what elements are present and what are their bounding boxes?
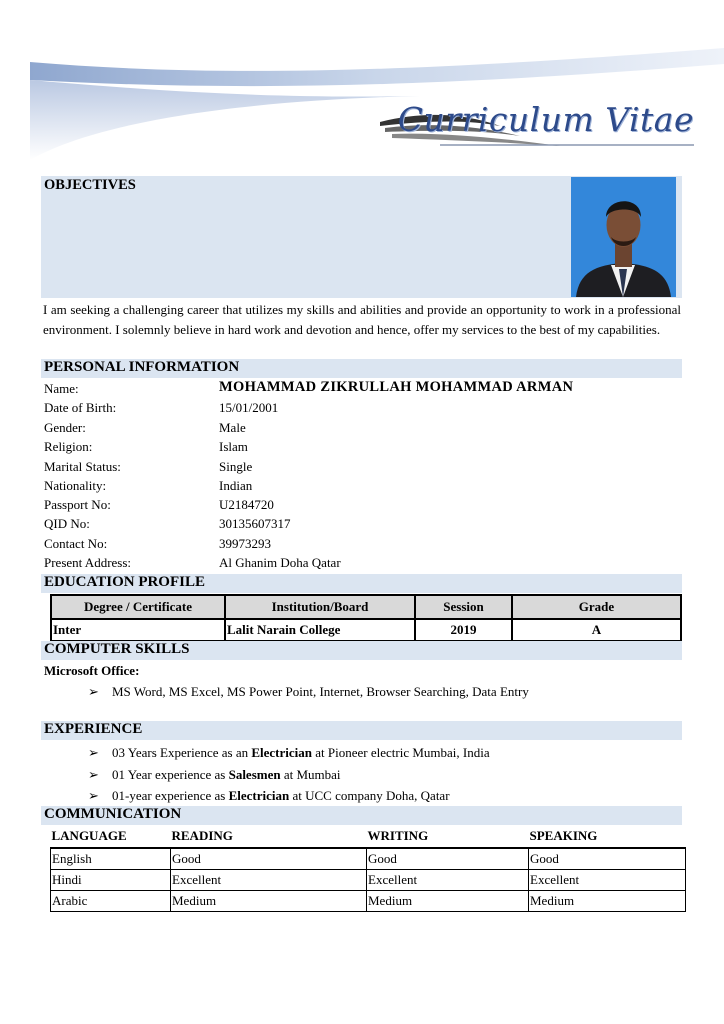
info-value: Indian [219, 478, 253, 493]
table-header-row [51, 825, 686, 848]
experience-text: at UCC company Doha, Qatar [289, 788, 450, 803]
communication-heading: COMMUNICATION [44, 806, 182, 822]
table-header-cell: Degree / Certificate [51, 595, 225, 619]
profile-photo [571, 177, 676, 297]
table-cell: Arabic [51, 891, 171, 912]
table-cell: Excellent [529, 870, 686, 891]
experience-text: at Mumbai [280, 767, 341, 782]
experience-role: Electrician [251, 745, 312, 760]
objectives-heading: OBJECTIVES [44, 177, 136, 193]
info-value: MOHAMMAD ZIKRULLAH MOHAMMAD ARMAN [219, 379, 574, 395]
list-item [88, 767, 341, 783]
education-table [50, 594, 682, 642]
table-cell: Good [529, 848, 686, 870]
person-photo-icon [571, 177, 676, 297]
table-row [51, 870, 686, 891]
header-swoosh-graphic [0, 0, 724, 165]
info-value: U2184720 [219, 497, 274, 512]
info-label: Marital Status: [44, 459, 121, 474]
table-cell: 2019 [415, 619, 512, 641]
table-cell: Medium [171, 891, 367, 912]
computer-heading: COMPUTER SKILLS [44, 641, 190, 657]
info-value: Al Ghanim Doha Qatar [219, 555, 341, 570]
arrow-bullet-icon: ➢ [88, 767, 99, 782]
table-header-cell: Grade [512, 595, 681, 619]
microsoft-office-label: Microsoft Office: [44, 663, 140, 678]
info-value: Male [219, 420, 246, 435]
experience-text: 01 Year experience as [112, 767, 229, 782]
table-header-cell: Session [415, 595, 512, 619]
experience-role: Electrician [228, 788, 290, 803]
info-label: Name: [44, 381, 79, 396]
table-cell: Lalit Narain College [225, 619, 415, 641]
table-header-row [51, 595, 681, 619]
arrow-bullet-icon: ➢ [88, 788, 99, 803]
experience-text: 03 Years Experience as an [112, 745, 252, 760]
table-header-cell: LANGUAGE [51, 825, 171, 848]
info-label: Religion: [44, 439, 93, 454]
header-banner [0, 0, 724, 165]
list-item [88, 788, 450, 804]
info-value: 39973293 [219, 536, 271, 551]
info-label: QID No: [44, 516, 90, 531]
table-cell: Hindi [51, 870, 171, 891]
info-value: 15/01/2001 [219, 400, 279, 415]
table-cell: Good [171, 848, 367, 870]
cv-title: Curriculum Vitae [397, 100, 694, 139]
table-header-cell: WRITING [367, 825, 529, 848]
table-header-cell: READING [171, 825, 367, 848]
experience-role: Salesmen [228, 767, 281, 782]
info-label: Passport No: [44, 497, 111, 512]
experience-heading: EXPERIENCE [44, 721, 143, 737]
table-header-cell: Institution/Board [225, 595, 415, 619]
info-label: Nationality: [44, 478, 107, 493]
info-value: 30135607317 [219, 516, 291, 531]
list-item [88, 684, 529, 700]
info-label: Contact No: [44, 536, 108, 551]
list-item [88, 745, 490, 761]
info-label: Date of Birth: [44, 400, 117, 415]
info-label: Present Address: [44, 555, 132, 570]
table-cell: Medium [367, 891, 529, 912]
arrow-bullet-icon: ➢ [88, 745, 99, 760]
education-heading: EDUCATION PROFILE [44, 574, 205, 590]
communication-table [50, 825, 686, 912]
arrow-bullet-icon: ➢ [88, 684, 99, 699]
table-header-cell: SPEAKING [529, 825, 686, 848]
table-row [51, 891, 686, 912]
info-value: Single [219, 459, 253, 474]
objective-text: I am seeking a challenging career that utilizes my skills and abilities and provide an opportunity to work in a professional environment. I solemnly believe in hard work and devotion and hence, offer my services to the best of my capabilities. [43, 302, 681, 337]
personal-heading: PERSONAL INFORMATION [44, 359, 240, 375]
experience-text: 01-year experience as [112, 788, 229, 803]
table-cell: English [51, 848, 171, 870]
table-cell: Medium [529, 891, 686, 912]
table-row [51, 619, 681, 641]
table-cell: Good [367, 848, 529, 870]
table-cell: Excellent [367, 870, 529, 891]
experience-text: at Pioneer electric Mumbai, India [312, 745, 490, 760]
table-cell: Excellent [171, 870, 367, 891]
table-row [51, 848, 686, 870]
table-cell: A [512, 619, 681, 641]
skill-text: MS Word, MS Excel, MS Power Point, Internet, Browser Searching, Data Entry [112, 684, 529, 699]
info-label: Gender: [44, 420, 86, 435]
table-cell: Inter [51, 619, 225, 641]
info-value: Islam [219, 439, 248, 454]
